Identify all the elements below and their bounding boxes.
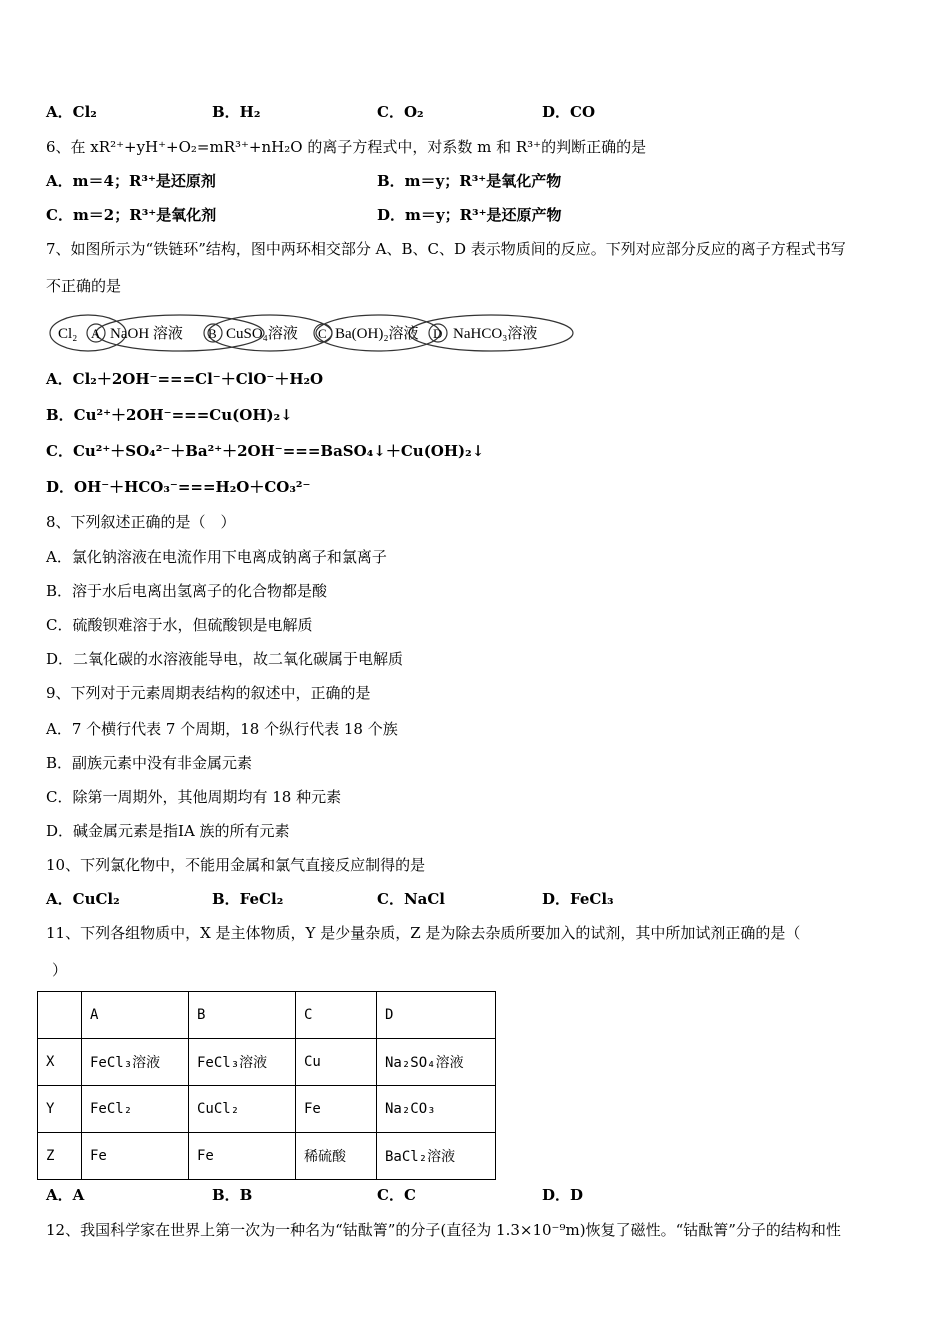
q11-stem-line1: 11、下列各组物质中，X 是主体物质，Y 是少量杂质，Z 是为除去杂质所要加入的试剂，其中所加试剂正确的是（: [46, 924, 801, 942]
q8-option-a: A．氯化钠溶液在电流作用下电离成钠离子和氯离子: [46, 548, 387, 566]
q10-stem: 10、下列氯化物中，不能用金属和氯气直接反应制得的是: [46, 856, 426, 874]
q6-option-a: A．m＝4；R³⁺是还原剂: [46, 172, 216, 190]
q8-option-b: B．溶于水后电离出氢离子的化合物都是酸: [46, 582, 328, 600]
table-row: [38, 1086, 496, 1133]
table-cell: 稀硫酸: [296, 1133, 377, 1180]
chain-label-b: B: [208, 326, 217, 341]
q9-option-c: C．除第一周期外，其他周期均有 18 种元素: [46, 788, 342, 806]
q12-stem: 12、我国科学家在世界上第一次为一种名为“钴酞箐”的分子(直径为 1.3×10⁻⁹m)恢复了磁性。“钴酞箐”分子的结构和性: [46, 1221, 841, 1239]
q7-stem-line2: 不正确的是: [46, 277, 122, 295]
q10-option-c: C．NaCl: [377, 890, 446, 908]
q10-option-a: A．CuCl₂: [46, 890, 120, 908]
q5-option-c: C．O₂: [377, 103, 424, 121]
q6-option-d: D．m＝y；R³⁺是还原产物: [377, 206, 562, 224]
table-cell: FeCl₃溶液: [82, 1039, 189, 1086]
q11-option-c: C．C: [377, 1186, 416, 1204]
table-cell: B: [189, 992, 296, 1039]
table-cell: Cu: [296, 1039, 377, 1086]
table-row: [38, 992, 496, 1039]
q8-option-c: C．硫酸钡难溶于水，但硫酸钡是电解质: [46, 616, 313, 634]
q5-option-a: A．Cl₂: [46, 103, 97, 121]
table-row: [38, 1039, 496, 1086]
table-cell: A: [82, 992, 189, 1039]
table-cell: Y: [38, 1086, 82, 1133]
table-cell: Na₂SO₄溶液: [377, 1039, 496, 1086]
q7-option-c: C．Cu²⁺＋SO₄²⁻＋Ba²⁺＋2OH⁻===BaSO₄↓＋Cu(OH)₂↓: [46, 442, 485, 460]
q11-option-d: D．D: [542, 1186, 584, 1204]
table-cell: Fe: [296, 1086, 377, 1133]
chain-label-c: C: [318, 326, 327, 341]
q8-option-d: D．二氧化碳的水溶液能导电，故二氧化碳属于电解质: [46, 650, 404, 668]
chain-substance-4: Ba(OH)₂溶液: [335, 326, 419, 342]
chain-substance-1: Cl₂: [58, 326, 78, 342]
q6-option-c: C．m＝2；R³⁺是氧化剂: [46, 206, 217, 224]
q10-option-b: B．FeCl₂: [212, 890, 284, 908]
q9-option-d: D．碱金属元素是指ⅠA 族的所有元素: [46, 822, 290, 840]
q7-option-b: B．Cu²⁺＋2OH⁻===Cu(OH)₂↓: [46, 406, 293, 424]
q11-table: [37, 991, 496, 1180]
table-cell: FeCl₂: [82, 1086, 189, 1133]
chain-label-a: A: [91, 326, 101, 341]
table-cell: D: [377, 992, 496, 1039]
q7-stem-line1: 7、如图所示为“铁链环”结构，图中两环相交部分 A、B、C、D 表示物质间的反应。下列对应部分反应的离子方程式书写: [46, 240, 846, 258]
table-cell: X: [38, 1039, 82, 1086]
q11-stem-line2: ）: [52, 961, 68, 979]
q7-option-d: D．OH⁻＋HCO₃⁻===H₂O＋CO₃²⁻: [46, 478, 311, 496]
table-cell: Fe: [189, 1133, 296, 1180]
q6-option-b: B．m＝y；R³⁺是氧化产物: [377, 172, 562, 190]
q6-stem: 6、在 xR²⁺+yH⁺+O₂=mR³⁺+nH₂O 的离子方程式中，对系数 m 和 R³⁺的判断正确的是: [46, 138, 647, 156]
q7-option-a: A．Cl₂＋2OH⁻===Cl⁻＋ClO⁻＋H₂O: [46, 370, 324, 388]
q8-stem: 8、下列叙述正确的是（ ）: [46, 513, 236, 531]
q10-option-d: D．FeCl₃: [542, 890, 614, 908]
q9-stem: 9、下列对于元素周期表结构的叙述中，正确的是: [46, 684, 371, 702]
q11-option-a: A．A: [46, 1186, 85, 1204]
q5-option-d: D．CO: [542, 103, 596, 121]
chain-label-d: D: [433, 326, 443, 341]
table-cell: Na₂CO₃: [377, 1086, 496, 1133]
table-cell: Z: [38, 1133, 82, 1180]
iron-chain-diagram: [48, 312, 578, 354]
chain-substance-2: NaOH 溶液: [110, 326, 183, 342]
table-cell: CuCl₂: [189, 1086, 296, 1133]
q5-option-b: B．H₂: [212, 103, 261, 121]
chain-substance-3: CuSO₄溶液: [226, 326, 298, 342]
table-cell: [38, 992, 82, 1039]
chain-substance-5: NaHCO₃溶液: [453, 326, 538, 342]
table-cell: Fe: [82, 1133, 189, 1180]
q9-option-a: A．7 个横行代表 7 个周期，18 个纵行代表 18 个族: [46, 720, 398, 738]
q9-option-b: B．副族元素中没有非金属元素: [46, 754, 253, 772]
q11-option-b: B．B: [212, 1186, 253, 1204]
table-cell: BaCl₂溶液: [377, 1133, 496, 1180]
table-row: [38, 1133, 496, 1180]
table-cell: FeCl₃溶液: [189, 1039, 296, 1086]
table-cell: C: [296, 992, 377, 1039]
